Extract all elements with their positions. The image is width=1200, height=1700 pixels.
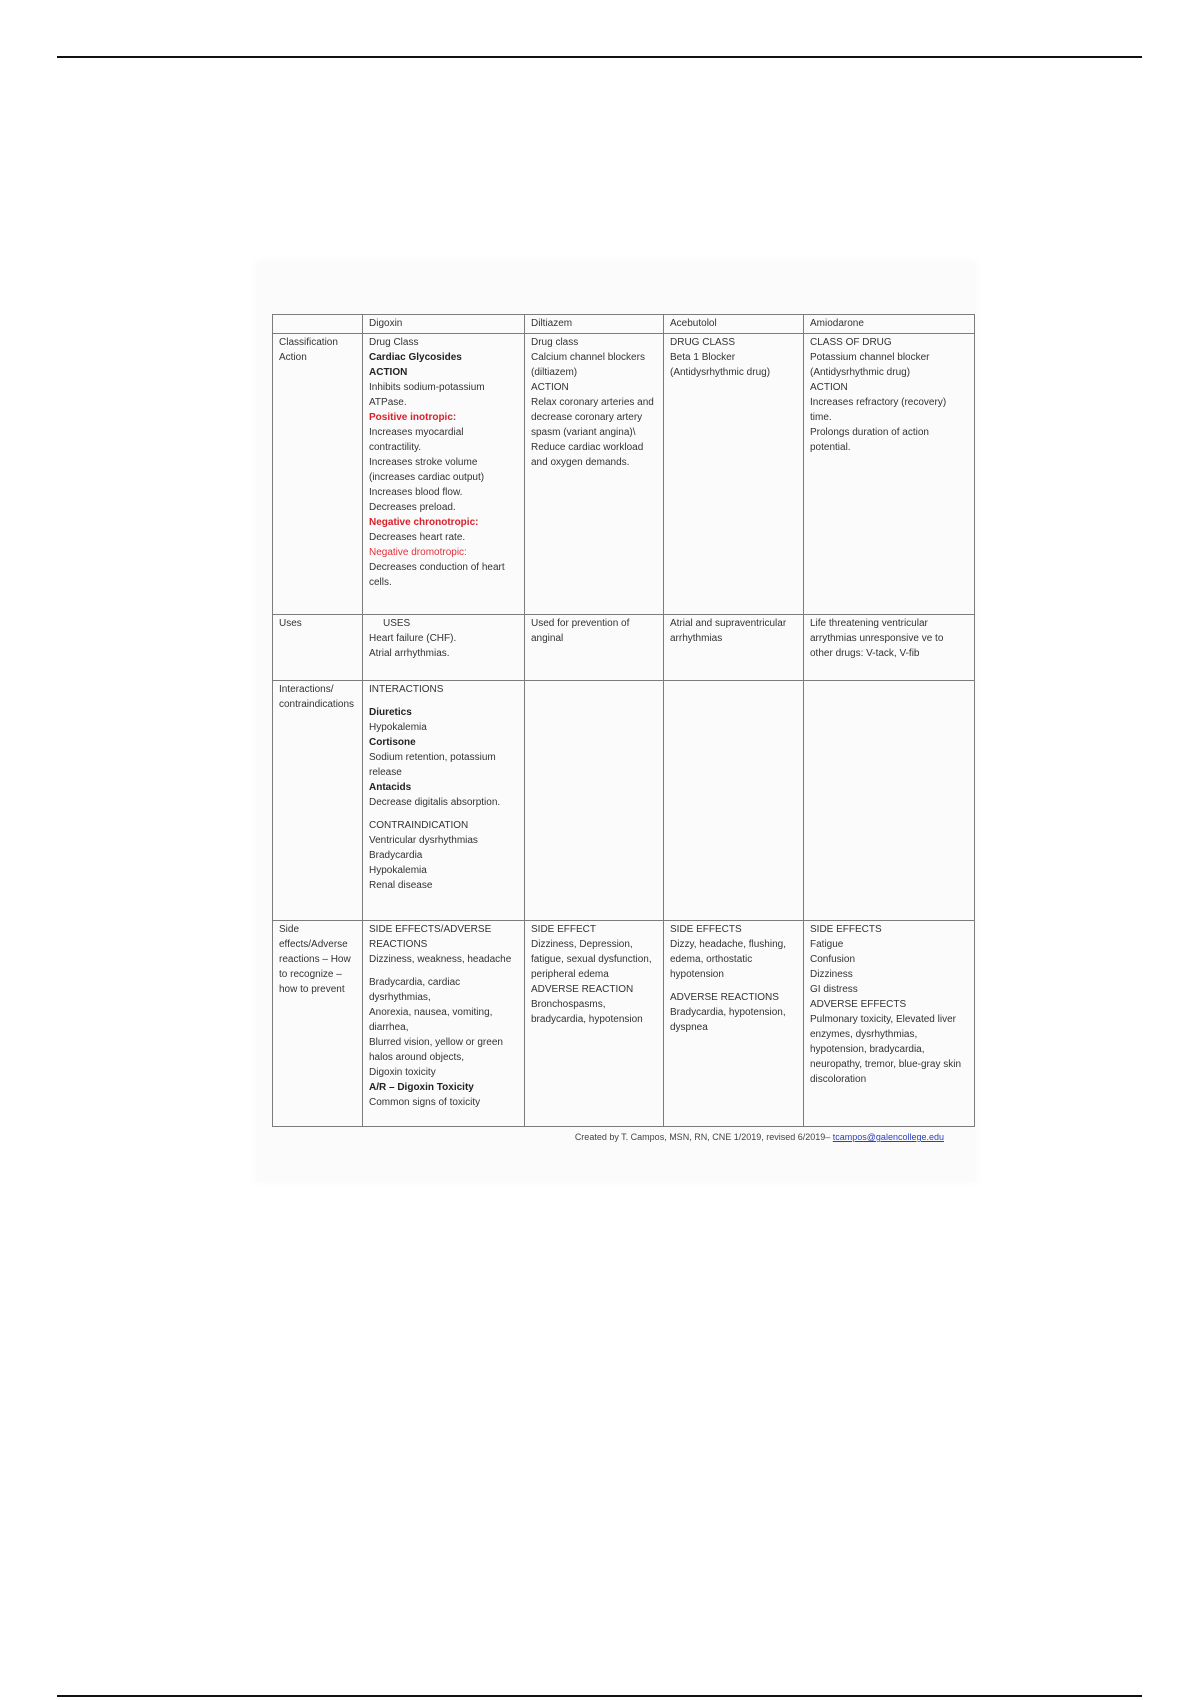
header-blank-cell [273,315,363,334]
text-line: Drug class [531,337,579,348]
text-line: Dizziness, Depression, fatigue, sexual dysfunction, peripheral edema [531,939,652,980]
cell-digoxin-uses [363,615,525,681]
bottom-rule [57,1695,1142,1697]
section-heading: CLASS OF DRUG [810,337,892,348]
cell-diltiazem-side-effects [525,921,664,1127]
text-line: Increases myocardial contractility. [369,427,464,453]
interaction-drug: Antacids [369,782,412,793]
text-line: Reduce cardiac workload and oxygen demands. [531,442,644,468]
cell-digoxin-classification [363,334,525,615]
row-label-classification: Classification Action [273,334,363,615]
cell-digoxin-interactions [363,681,525,921]
table-row-side-effects [273,921,975,1127]
text-line: Prolongs duration of action potential. [810,427,929,453]
text-line: Relax coronary arteries and decrease coronary artery spasm (variant angina)\ [531,397,654,438]
text-line: Dizzy, headache, flushing, edema, orthostatic hypotension [670,939,786,980]
row-label-interactions: Interactions/ contraindications [273,681,363,921]
text-line: Anorexia, nausea, vomiting, diarrhea, [369,1007,493,1033]
text-line: Increases refractory (recovery) time. [810,397,947,423]
section-heading: ADVERSE REACTION [531,984,634,995]
section-heading: INTERACTIONS [369,684,444,695]
section-heading: SIDE EFFECTS [810,924,882,935]
text-line: Blurred vision, yellow or green halos around objects, [369,1037,503,1063]
header-amiodarone: Amiodarone [804,315,975,334]
text-line: Pulmonary toxicity, Elevated liver enzymes, dysrhythmias, hypotension, bradycardia, neuropathy, tremor, blue-gray skin discoloration [810,1014,962,1085]
text-line: GI distress [810,984,858,995]
header-diltiazem: Diltiazem [525,315,664,334]
cell-diltiazem-uses: Used for prevention of anginal [525,615,664,681]
header-digoxin: Digoxin [363,315,525,334]
footer-credit [272,1132,974,1142]
text-line: Heart failure (CHF). [369,633,457,644]
text-line: Bronchospasms, bradycardia, hypotension [531,999,643,1025]
text-line: Sodium retention, potassium release [369,752,496,778]
highlight-label: Negative chronotropic: [369,517,479,528]
text-line: Decreases preload. [369,502,456,513]
text-line: Increases blood flow. [369,487,463,498]
section-heading: USES [383,618,411,629]
section-heading: ACTION [531,382,569,393]
section-heading: ADVERSE EFFECTS [810,999,907,1010]
document-page-image [256,262,976,1182]
interaction-drug: Cortisone [369,737,416,748]
drug-class-value: Cardiac Glycosides [369,352,462,363]
text-line: Increases stroke volume (increases cardiac output) [369,457,485,483]
table-row-uses [273,615,975,681]
text-line: Digoxin toxicity [369,1067,436,1078]
text-line: Decrease digitalis absorption. [369,797,501,808]
section-heading: CONTRAINDICATION [369,820,469,831]
section-heading: SIDE EFFECTS/ADVERSE REACTIONS [369,924,492,950]
interaction-drug: Diuretics [369,707,412,718]
cell-acebutolol-uses: Atrial and supraventricular arrhythmias [664,615,804,681]
text-line: Bradycardia, hypotension, dyspnea [670,1007,786,1033]
text-line: Calcium channel blockers (diltiazem) [531,352,645,378]
text-line: Inhibits sodium-potassium ATPase. [369,382,485,408]
text-line: Drug Class [369,337,419,348]
text-line: Hypokalemia [369,722,427,733]
section-heading: SIDE EFFECT [531,924,597,935]
cell-amiodarone-uses: Life threatening ventricular arrythmias unresponsive ve to other drugs: V-tack, V-fib [804,615,975,681]
text-line: Bradycardia [369,850,423,861]
drug-comparison-table [272,314,975,1127]
text-line: Confusion [810,954,856,965]
section-heading: A/R – Digoxin Toxicity [369,1082,474,1093]
cell-acebutolol-interactions [664,681,804,921]
text-line: Ventricular dysrhythmias [369,835,478,846]
cell-amiodarone-interactions [804,681,975,921]
text-line: Common signs of toxicity [369,1097,481,1108]
text-line: Dizziness, weakness, headache [369,954,512,965]
cell-diltiazem-classification [525,334,664,615]
top-rule [57,56,1142,58]
highlight-label: Negative dromotropic: [369,547,467,558]
text-line: Decreases conduction of heart cells. [369,562,505,588]
section-heading: DRUG CLASS [670,337,736,348]
cell-amiodarone-side-effects [804,921,975,1127]
text-line: Atrial arrhythmias. [369,648,450,659]
cell-amiodarone-classification [804,334,975,615]
cell-acebutolol-side-effects [664,921,804,1127]
text-line: Potassium channel blocker (Antidysrhythmic drug) [810,352,930,378]
header-acebutolol: Acebutolol [664,315,804,334]
cell-acebutolol-classification [664,334,804,615]
text-line: Decreases heart rate. [369,532,466,543]
text-line: Bradycardia, cardiac dysrhythmias, [369,977,461,1003]
cell-diltiazem-interactions [525,681,664,921]
section-heading: SIDE EFFECTS [670,924,742,935]
footer-email-link[interactable]: tcampos@galencollege.edu [832,1132,944,1142]
section-heading: ACTION [369,367,408,378]
table-row-classification [273,334,975,615]
highlight-label: Positive inotropic: [369,412,457,423]
cell-digoxin-side-effects [363,921,525,1127]
row-label-side-effects: Side effects/Adverse reactions – How to recognize – how to prevent [273,921,363,1127]
text-line: Renal disease [369,880,433,891]
text-line: Fatigue [810,939,844,950]
section-heading: ACTION [810,382,848,393]
text-line: Hypokalemia [369,865,427,876]
section-heading: ADVERSE REACTIONS [670,992,779,1003]
table-header-row [273,315,975,334]
footer-text: Created by T. Campos, MSN, RN, CNE 1/2019, revised 6/2019– [574,1132,833,1142]
table-row-interactions [273,681,975,921]
row-label-uses: Uses [273,615,363,681]
text-line: Dizziness [810,969,853,980]
text-line: Beta 1 Blocker (Antidysrhythmic drug) [670,352,771,378]
